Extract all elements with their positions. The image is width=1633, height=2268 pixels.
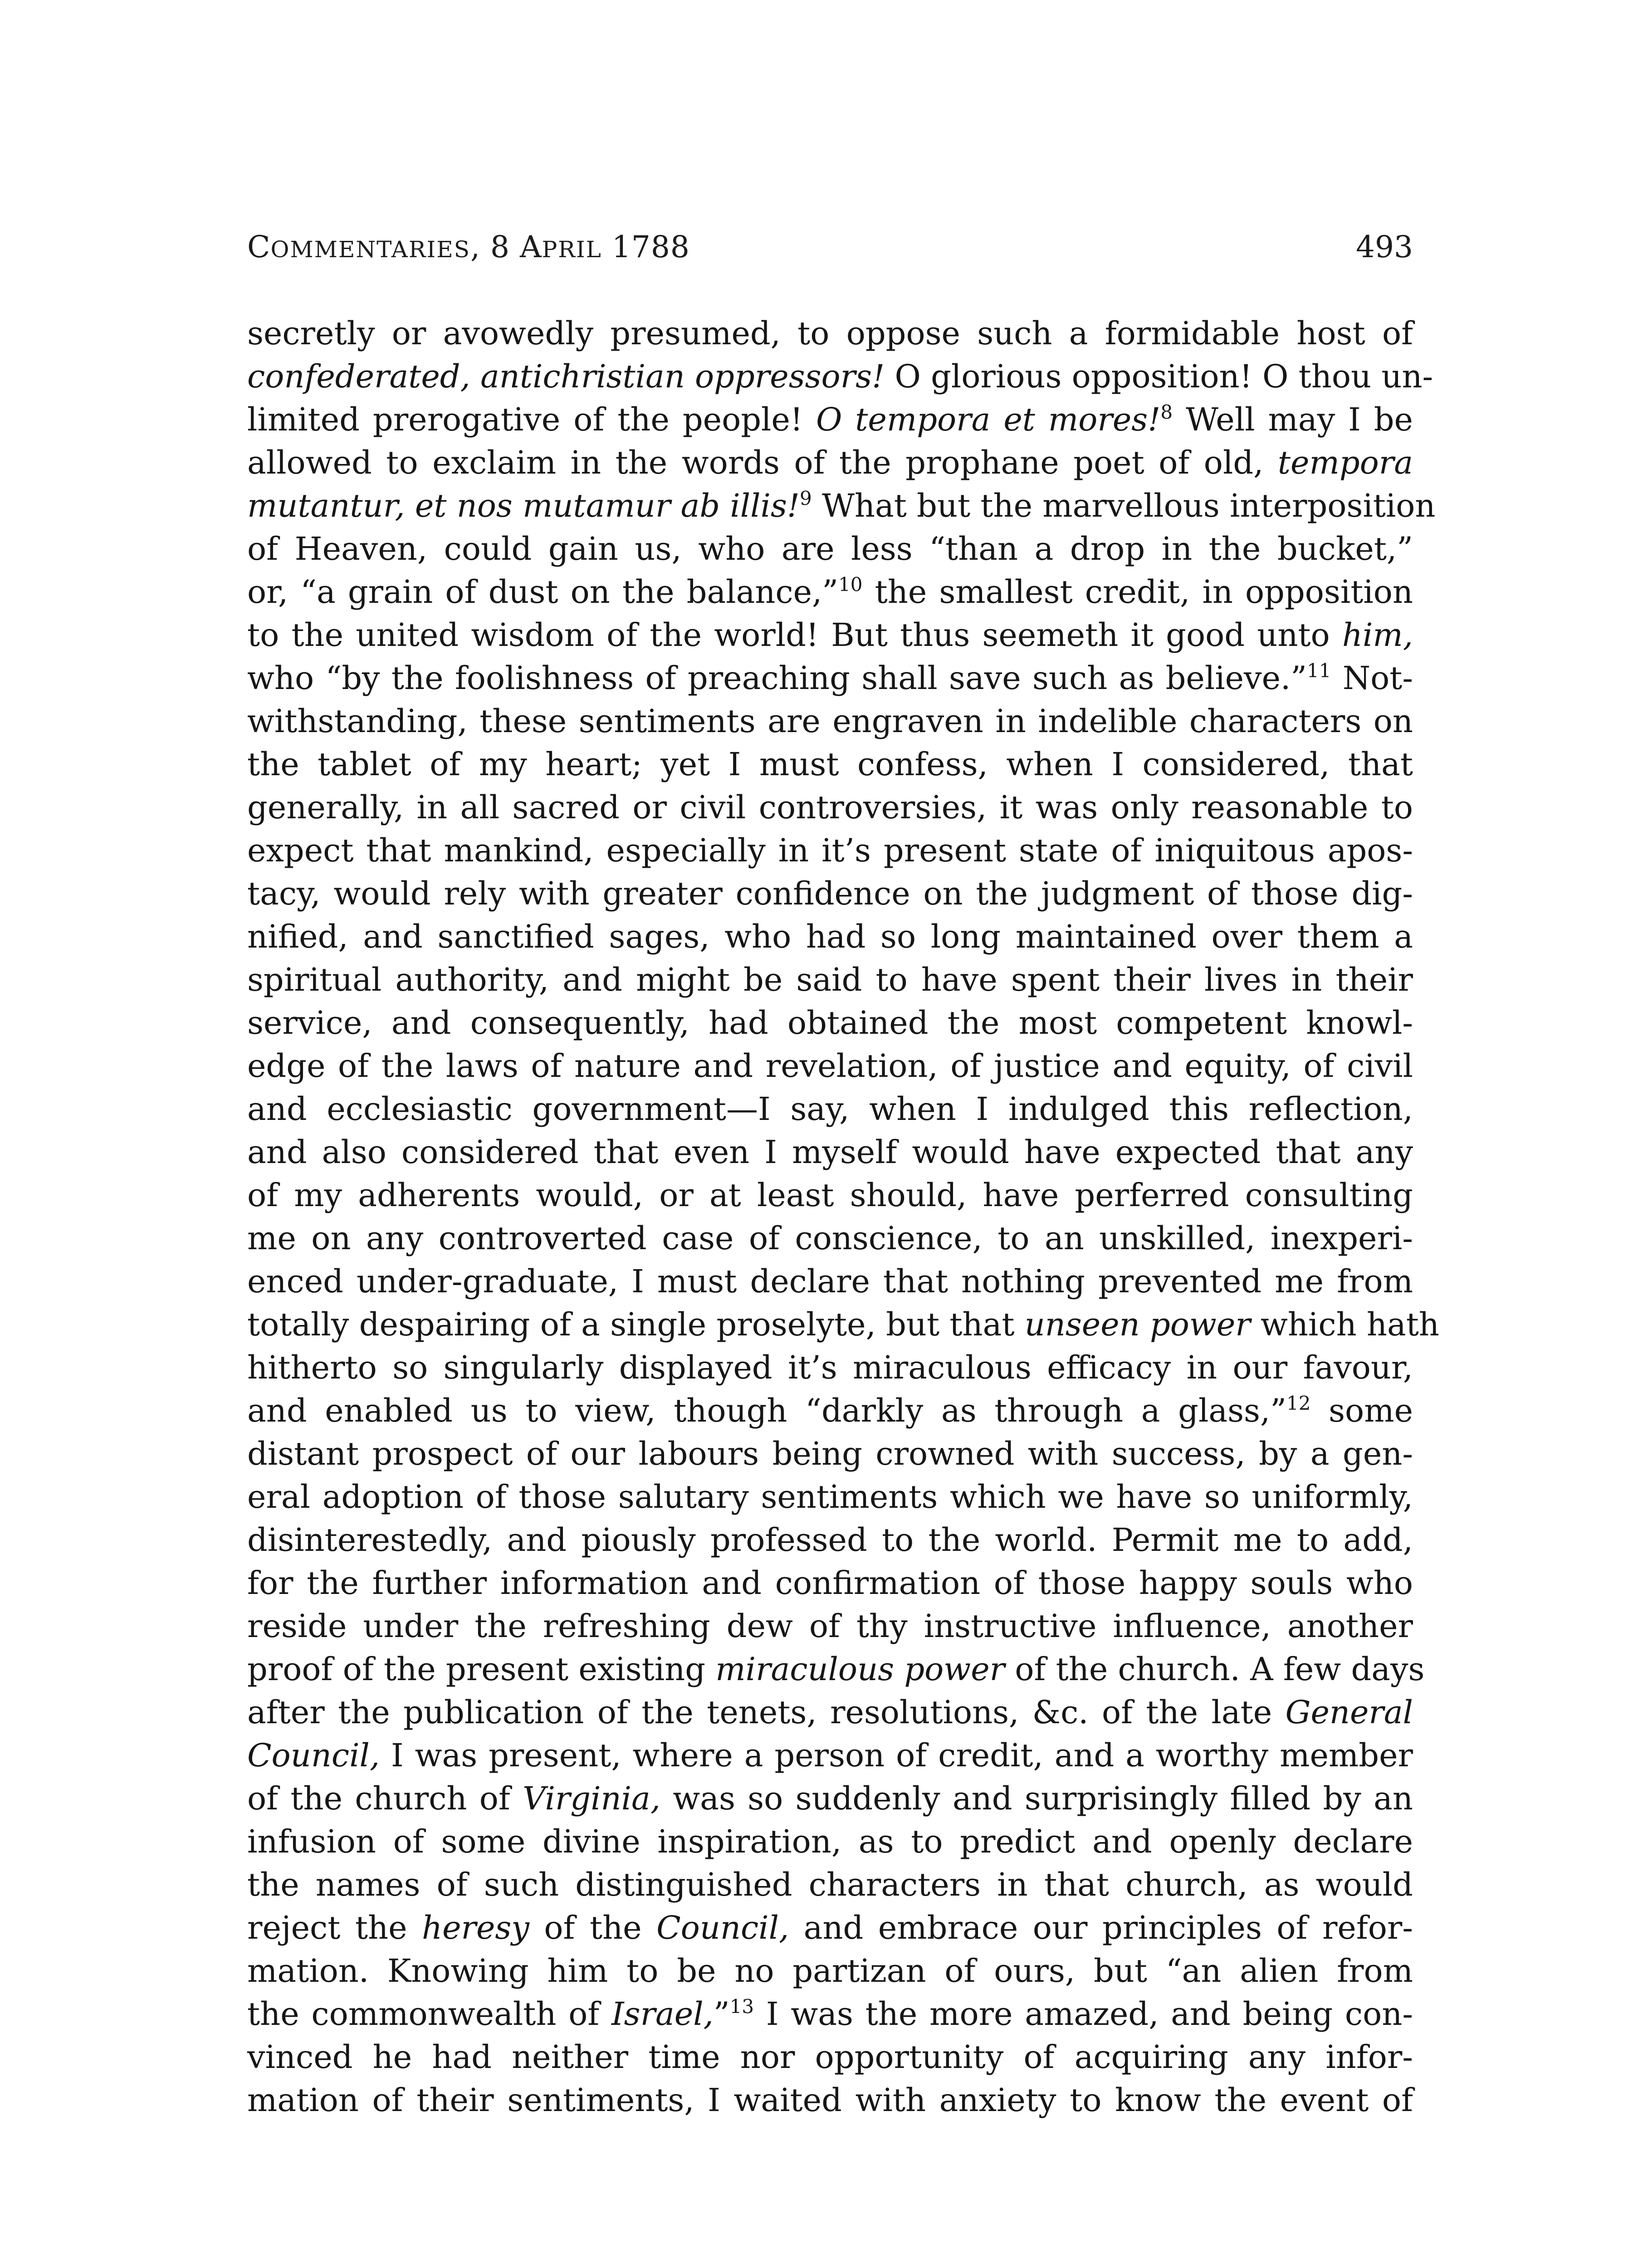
text-line xyxy=(247,1950,1413,1993)
italic-text: miraculous power xyxy=(715,1651,1005,1688)
text-run: eral adoption of those salutary sentiments which we have so uniformly, xyxy=(247,1478,1413,1515)
text-line xyxy=(247,1174,1413,1217)
text-run: to the united wisdom of the world! But thus seemeth it good unto xyxy=(247,616,1342,654)
text-run: who “by the foolishness of preaching shall save such as believe.” xyxy=(247,660,1307,697)
text-line xyxy=(247,1260,1413,1303)
text-run: was so suddenly and surprisingly filled by an xyxy=(660,1780,1413,1817)
text-run: I was the more amazed, and being con- xyxy=(754,1995,1413,2033)
text-line xyxy=(247,743,1413,786)
text-run: and also considered that even I myself would have expected that any xyxy=(247,1134,1413,1171)
text-line xyxy=(247,614,1413,657)
text-line xyxy=(247,786,1413,829)
footnote-ref: 9 xyxy=(800,487,812,509)
text-line xyxy=(247,2079,1413,2122)
running-head-title: COMMENTARIES, 8 APRIL 1788 xyxy=(247,230,690,264)
text-run: withstanding, these sentiments are engraven in indelible characters on xyxy=(247,703,1413,740)
text-run: totally despairing of a single proselyte, but that xyxy=(247,1306,1025,1343)
footnote-ref: 11 xyxy=(1307,660,1331,682)
text-run: edge of the laws of nature and revelation, of justice and equity, of civil xyxy=(247,1047,1413,1085)
text-line xyxy=(247,1389,1413,1432)
text-line xyxy=(247,1217,1413,1260)
text-line xyxy=(247,1476,1413,1519)
footnote-ref: 13 xyxy=(729,1995,754,2018)
text-line xyxy=(247,1993,1413,2036)
text-line xyxy=(247,915,1413,958)
footnote-ref: 12 xyxy=(1286,1392,1311,1414)
text-run: for the further information and confirmation of those happy souls who xyxy=(247,1564,1413,1602)
italic-text: O tempora et mores! xyxy=(816,401,1161,438)
running-head xyxy=(247,227,1413,277)
text-run: mation. Knowing him to be no partizan of ours, but “an alien from xyxy=(247,1952,1413,1989)
text-run: generally, in all sacred or civil controversies, it was only reasonable to xyxy=(247,789,1413,826)
italic-text: tempora xyxy=(1277,444,1413,481)
text-run: I was present, where a person of credit, and a worthy member xyxy=(380,1737,1413,1774)
text-run: the names of such distinguished characters in that church, as would xyxy=(247,1866,1413,1903)
text-line xyxy=(247,657,1413,700)
text-run: reject the xyxy=(247,1909,422,1946)
text-line xyxy=(247,1863,1413,1906)
text-run: of the xyxy=(529,1909,657,1946)
text-run: or, “a grain of dust on the balance,” xyxy=(247,573,839,611)
text-run: enced under-graduate, I must declare that nothing prevented me from xyxy=(247,1263,1413,1300)
page-number: 493 xyxy=(1356,230,1413,264)
text-run: and enabled us to view, though “darkly as through a glass,” xyxy=(247,1392,1286,1429)
text-line xyxy=(247,1605,1413,1648)
text-run: the commonwealth of xyxy=(247,1995,612,2033)
text-run: Not- xyxy=(1331,660,1413,697)
text-line xyxy=(247,1002,1413,1045)
italic-text: General xyxy=(1285,1694,1413,1731)
text-run: some xyxy=(1310,1392,1413,1429)
text-run: secretly or avowedly presumed, to oppose such a formidable host of xyxy=(247,315,1413,352)
italic-text: unseen power xyxy=(1024,1306,1251,1343)
italic-text: Council, xyxy=(656,1909,789,1946)
text-line xyxy=(247,1303,1439,1346)
text-line xyxy=(247,1346,1413,1389)
text-run: vinced he had neither time nor opportunity of acquiring any infor- xyxy=(247,2038,1413,2076)
text-run: nified, and sanctified sages, who had so long maintained over them a xyxy=(247,918,1413,955)
text-line xyxy=(247,1648,1425,1691)
italic-text: him, xyxy=(1342,616,1413,654)
text-line xyxy=(247,829,1413,872)
text-run: infusion of some divine inspiration, as to predict and openly declare xyxy=(247,1823,1413,1860)
text-run: reside under the refreshing dew of thy instructive influence, another xyxy=(247,1608,1413,1645)
italic-text: Israel, xyxy=(611,1995,714,2033)
text-run: What but the marvellous interposition xyxy=(812,487,1436,524)
text-line xyxy=(247,441,1413,484)
text-line xyxy=(247,1734,1413,1777)
text-run: spiritual authority, and might be said to have spent their lives in their xyxy=(247,961,1413,998)
italic-text: heresy xyxy=(422,1909,529,1946)
text-line xyxy=(247,1906,1413,1950)
text-run: allowed to exclaim in the words of the prophane poet of old, xyxy=(247,444,1278,481)
italic-text: mutantur, et nos mutamur ab illis! xyxy=(247,487,800,524)
text-run: of my adherents would, or at least should, have perferred consulting xyxy=(247,1177,1413,1214)
text-line xyxy=(247,2036,1413,2079)
text-run: mation of their sentiments, I waited with anxiety to know the event of xyxy=(247,2082,1413,2119)
text-run: expect that mankind, especially in it’s present state of iniquitous apos- xyxy=(247,832,1413,869)
footnote-ref: 8 xyxy=(1160,401,1173,423)
text-line xyxy=(247,528,1413,571)
text-line xyxy=(247,1691,1413,1734)
text-run: O glorious opposition! O thou un- xyxy=(885,358,1433,395)
body-text xyxy=(247,312,1439,2122)
text-line xyxy=(247,1131,1413,1174)
text-run: Well may I be xyxy=(1173,401,1413,438)
text-line xyxy=(247,1519,1413,1562)
text-run: the smallest credit, in opposition xyxy=(862,573,1413,611)
text-line xyxy=(247,1432,1413,1476)
text-line xyxy=(247,872,1413,915)
text-run: me on any controverted case of conscience, to an unskilled, inexperi- xyxy=(247,1220,1413,1257)
text-run: disinterestedly, and piously professed to the world. Permit me to add, xyxy=(247,1521,1413,1559)
text-run: and embrace our principles of refor- xyxy=(789,1909,1413,1946)
text-line xyxy=(247,1088,1413,1131)
text-line xyxy=(247,398,1413,441)
text-run: distant prospect of our labours being crowned with success, by a gen- xyxy=(247,1435,1413,1472)
text-run: limited prerogative of the people! xyxy=(247,401,816,438)
text-run: after the publication of the tenets, resolutions, &c. of the late xyxy=(247,1694,1286,1731)
text-run: of the church of xyxy=(247,1780,523,1817)
text-run: proof of the present existing xyxy=(247,1651,716,1688)
text-run: the tablet of my heart; yet I must confess, when I considered, that xyxy=(247,746,1413,783)
text-run: of Heaven, could gain us, who are less “than a drop in the bucket,” xyxy=(247,530,1413,567)
text-line xyxy=(247,1777,1413,1820)
text-run: tacy, would rely with greater confidence on the judgment of those dig- xyxy=(247,875,1413,912)
text-line xyxy=(247,1820,1413,1863)
text-run: ” xyxy=(713,1995,730,2033)
footnote-ref: 10 xyxy=(838,573,863,596)
text-line xyxy=(247,484,1436,528)
text-line xyxy=(247,1045,1413,1088)
text-line xyxy=(247,355,1433,398)
text-line xyxy=(247,571,1413,614)
text-run: of the church. A few days xyxy=(1005,1651,1425,1688)
text-run: service, and consequently, had obtained the most competent knowl- xyxy=(247,1004,1413,1041)
italic-text: confederated, antichristian oppressors! xyxy=(247,358,885,395)
italic-text: Council, xyxy=(247,1737,380,1774)
text-line xyxy=(247,1562,1413,1605)
text-run: which hath xyxy=(1250,1306,1439,1343)
italic-text: Virginia, xyxy=(523,1780,660,1817)
text-line xyxy=(247,700,1413,743)
text-line xyxy=(247,958,1413,1002)
text-run: and ecclesiastic government—I say, when I indulged this reflection, xyxy=(247,1090,1413,1128)
text-run: hitherto so singularly displayed it’s miraculous efficacy in our favour, xyxy=(247,1349,1413,1386)
text-line xyxy=(247,312,1413,355)
